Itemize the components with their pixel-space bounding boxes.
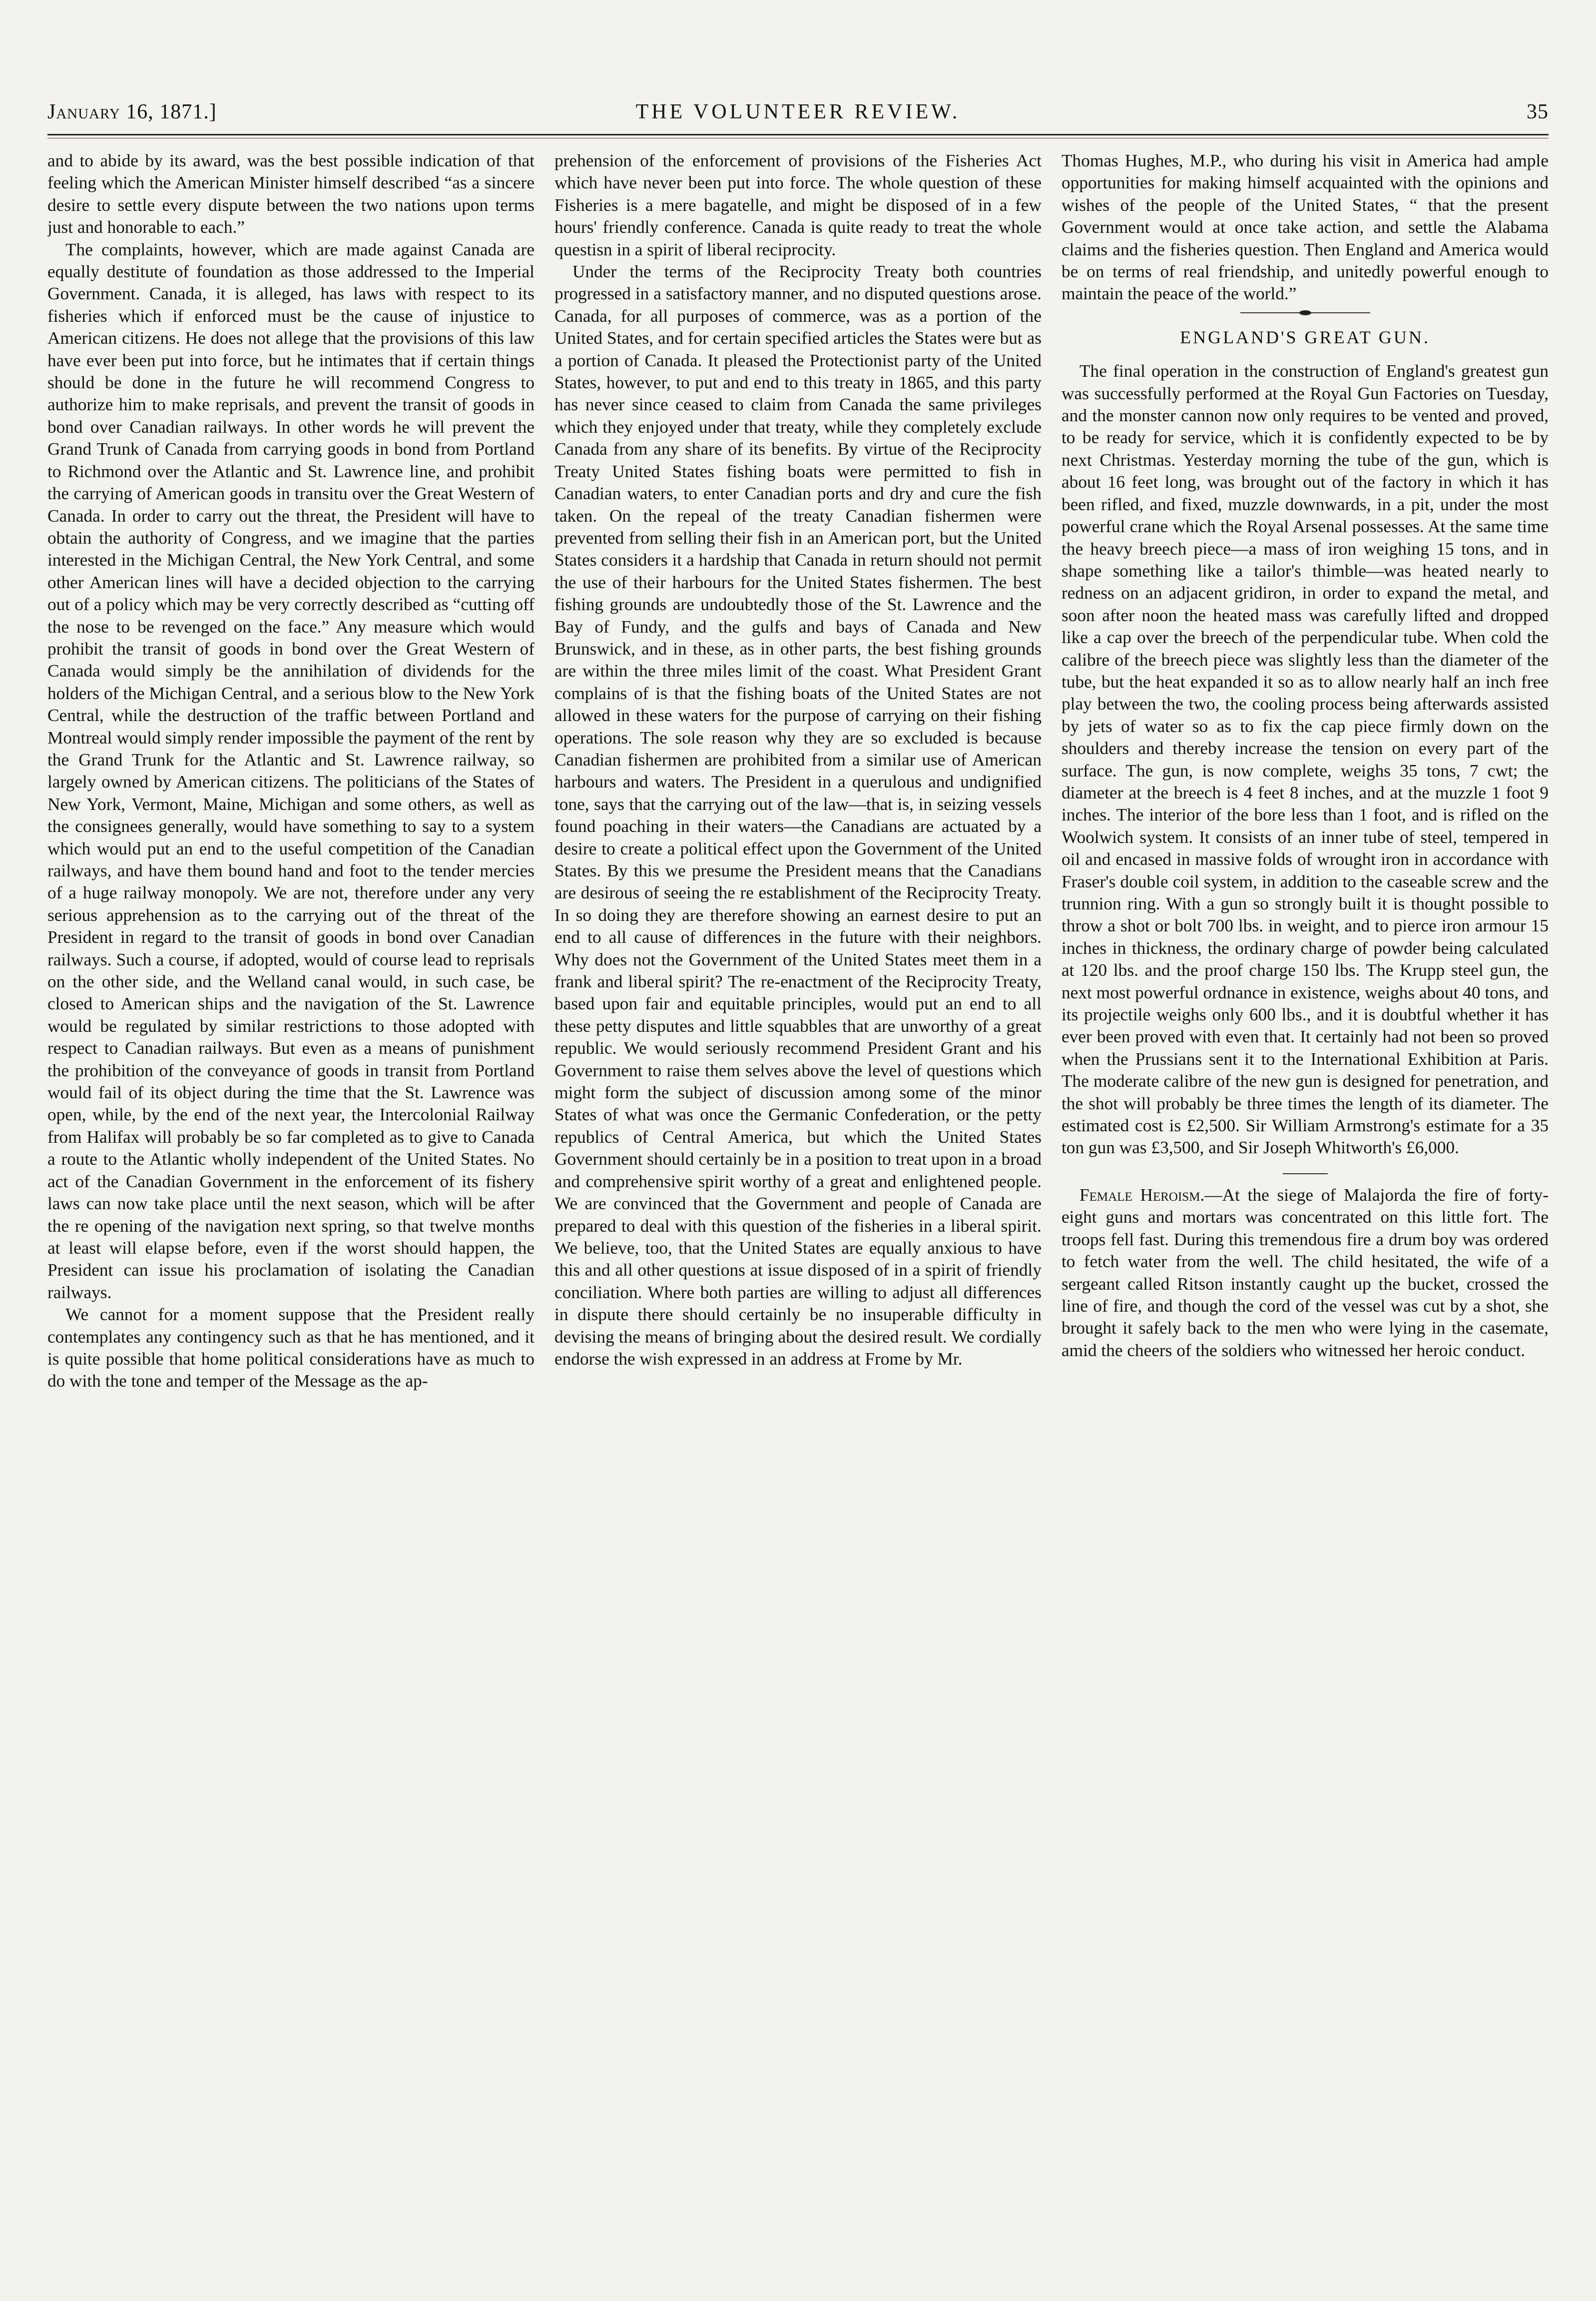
article-body: The final operation in the construction of England's greatest gun was successfully performed at the Royal Gun Factories on Tuesday, and the monster cannon now only requires to be vented and proved, to be ready for service, which it is confidently expected to be by next Christmas. Yesterday morning the tube of the gun, which is about 16 feet long, was brought out of the factory in which it has been rifled, and fixed, muzzle downwards, in a pit, under the most powerful crane which the Royal Arsenal possesses. At the same time the heavy breech piece—a mass of iron weighing 15 tons, and in shape something like a tailor's thimble—was heated nearly to redness on an adjacent gridiron, in order to expand the metal, and soon after noon the heated mass was carefully lifted and dropped like a cap over the breech of the perpendicular tube. When cold the calibre of the breech piece was slightly less than the diameter of the tube, but the heat expanded it so as to allow nearly half an inch free play between the two, the cooling process being afterwards assisted by jets of water so as to fix the cap piece firmly down on the shoulders and thereby increase the tension on every part of the surface. The gun, is now complete, weighs 35 tons, 7 cwt; the diameter at the breech is 4 feet 8 inches, and at the muzzle 1 foot 9 inches. The interior of the bore less than 1 foot, and is rifled on the Woolwich system. It consists of an inner tube of steel, tempered in oil and encased in massive folds of wrought iron in accordance with Fraser's double coil system, in addition to the caseable screw and the trunnion ring. With a gun so strongly built it is thought possible to throw a shot or bolt 700 lbs. in weight, and to pierce iron armour 15 inches in thickness, the ordinary charge of powder being calculated at 120 lbs. and the proof charge 150 lbs. The Krupp steel gun, the next most powerful ordnance in existence, weighs about 40 tons, and its projectile weighs only 600 lbs., and it is doubtful whether it has ever been proved with even that. It certainly had not been so proved when the Prussians sent it to the International Exhibition at Paris. The moderate calibre of the new gun is designed for penetration, and the shot will probably be three times the length of its diameter. The estimated cost is £2,500. Sir William Armstrong's estimate for a 35 ton gun was £3,500, and Sir Joseph Whitworth's £6,000. xyxy=(1062,361,1549,1158)
header-rule xyxy=(47,134,1549,135)
item-lead: Female Heroism. xyxy=(1079,1185,1205,1205)
page-header xyxy=(47,100,1549,126)
column-1 xyxy=(47,150,534,2269)
paragraph: Under the terms of the Reciprocity Treaty both countries progressed in a satisfactory manner, and no disputed questions arose. Canada, for all purposes of commerce, was as a portion of the United States, and for certain specified articles the States were but as a portion of Canada. It pleased the Protectionist party of the United States, however, to put and end to this treaty in 1865, and this party has never since ceased to claim from Canada the same privileges which they enjoyed under that treaty, while they completely exclude Canada from any share of its benefits. By virtue of the Reciprocity Treaty United States fishing boats were permitted to fish in Canadian waters, to enter Canadian ports and dry and cure the fish taken. On the repeal of the treaty Canadian fishermen were prevented from selling their fish in an American port, but the United States considers it a hardship that Canada in return should not permit the use of their harbours for the United States fishermen. The best fishing grounds are undoubtedly those of the St. Lawrence and the Bay of Fundy, and the gulfs and bays of Canada and New Brunswick, and in these, as in other parts, the best fishing grounds are within the three miles limit of the coast. What President Grant complains of is that the fishing boats of the United States are not allowed in these waters for the purpose of carrying on their fishing operations. The sole reason why they are so excluded is because Canadian fishermen are prohibited from a similar use of American harbours and waters. The President in a querulous and undignified tone, says that the carrying out of the law—that is, in seizing vessels found poaching in their waters—the Canadians are actuated by a desire to create a political effect upon the Government of the United States. By this we presume the President means that the Canadians are desirous of seeing the re establishment of the Reciprocity Treaty. In so doing they are therefore showing an earnest desire to put an end to all cause of differences in the future with their neighbors. Why does not the Government of the United States meet them in a frank and liberal spirit? The re-enactment of the Reciprocity Treaty, based upon fair and equitable principles, would put an end to all these petty disputes and little squabbles that are unworthy of a great republic. We would seriously recommend President Grant and his Government to raise them selves above the level of questions which might form the subject of discussion among some of the minor States of what was once the Germanic Confederation, or the petty republics of Central America, but which the United States Government should certainly be in a position to treat upon in a broad and comprehensive spirit worthy of a great and enlightened people. We are convinced that the Government and people of Canada are prepared to deal with this question of the fisheries in a liberal spirit. We believe, too, that the United States are equally anxious to have this and all other questions at issue disposed of in a spirit of friendly conciliation. Where both parties are willing to adjust all differences in dispute there should certainly be no insuperable difficulty in devising the means of bringing about the desired result. We cordially endorse the wish expressed in an address at Frome by Mr. xyxy=(554,262,1042,1369)
paragraph: The complaints, however, which are made against Canada are equally destitute of foundation as those addressed to the Imperial Government. Canada, it is alleged, has laws with respect to its fisheries which if enforced must be the cause of injustice to American citizens. He does not allege that the provisions of this law have ever been put into force, but he intimates that if certain things should be done in the future he will recommend Congress to authorize him to make reprisals, and prevent the transit of goods in bond over Canadian railways. In other words he will prevent the Grand Trunk of Canada from carrying goods in bond from Portland to Richmond over the Atlantic and St. Lawrence line, and prohibit the carrying of American goods in transitu over the Great Western of Canada. In order to carry out the threat, the President will have to obtain the authority of Congress, and we imagine that the parties interested in the Michigan Central, the New York Central, and some other American lines will have a decided objection to the carrying out of a policy which may be very correctly described as “cutting off the nose to be revenged on the face.” Any measure which would prohibit the transit of goods in bond over the Great Western of Canada would simply be the annihilation of dividends for the holders of the Michigan Central, and a serious blow to the New York Central, while the destruction of the traffic between Portland and Montreal would simply render impossible the payment of the rent by the Grand Trunk for the Atlantic and St. Lawrence railway, so largely owned by American citizens. The politicians of the States of New York, Vermont, Maine, Michigan and some others, as well as the consignees generally, would have something to say to a system which would put an end to the useful competition of the Canadian railways, and have them bound hand and foot to the tender mercies of a huge railway monopoly. We are not, therefore under any very serious apprehension as to the carrying out of the threat of the President in regard to the transit of goods in bond over Canadian railways. Such a course, if adopted, would of course lead to reprisals on the other side, and the Welland canal would, in such case, be closed to American ships and the navigation of the St. Lawrence would be regulated by similar restrictions to those adopted with respect to Canadian railways. But even as a means of punishment the prohibition of the conveyance of goods in transit from Portland would fail of its object during the time that the St. Lawrence was open, while, by the end of the next year, the Intercolonial Railway from Halifax will probably be so far completed as to give to Canada a route to the Atlantic wholly independent of the United States. No act of the Canadian Government in the enforcement of its fishery laws can now take place until the next season, which will be after the re opening of the navigation next spring, so that twelve months at least will elapse before, even if the worst should happen, the President can issue his proclamation of isolating the Canadian railways. xyxy=(47,239,534,1302)
publication-title: THE VOLUNTEER REVIEW. xyxy=(635,100,961,123)
paragraph: We cannot for a moment suppose that the President really contemplates any contingency such as that he has mentioned, and it is quite possible that home political considerations have as much to do with the tone and temper of the Message as the ap- xyxy=(47,1305,534,1391)
item-body: —At the siege of Malajorda the fire of forty-eight guns and mortars was concentrated on this little fort. The troops fell fast. During this tremendous fire a drum boy was ordered to fetch water from the well. The child hesitated, the wife of a sergeant called Ritson instantly caught up the bucket, crossed the line of fire, and though the cord of the vessel was cut by a shot, she brought it safely back to the men who were lying in the casemate, amid the cheers of the soldiers who witnessed her heroic conduct. xyxy=(1062,1185,1549,1360)
article-divider xyxy=(1283,1173,1328,1174)
column-2 xyxy=(554,150,1042,2269)
paragraph: and to abide by its award, was the best possible indication of that feeling which the American Minister himself described “as a sincere desire to settle every dispute between the two nations upon terms just and honorable to each.” xyxy=(47,151,534,237)
section-divider xyxy=(1240,312,1370,313)
column-3 xyxy=(1062,150,1549,2269)
paragraph: prehension of the enforcement of provisions of the Fisheries Act which have never been put into force. The whole question of these Fisheries is a mere bagatelle, and might be disposed of in a few hours' friendly conference. Canada is quite ready to treat the whole questisn in a spirit of liberal reciprocity. xyxy=(554,151,1042,259)
paragraph: Thomas Hughes, M.P., who during his visit in America had ample opportunities for making himself acquainted with the opinions and wishes of the people of the United States, “ that the present Government would at once take action, and settle the Alabama claims and the fisheries question. Then England and America would be on terms of real friendship, and unitedly powerful enough to maintain the peace of the world.” xyxy=(1062,151,1549,304)
issue-date: January 16, 1871.] xyxy=(47,100,217,123)
article-heading: ENGLAND'S GREAT GUN. xyxy=(1180,327,1430,347)
female-heroism-item xyxy=(1062,1184,1549,1362)
page-number: 35 xyxy=(1527,100,1549,123)
